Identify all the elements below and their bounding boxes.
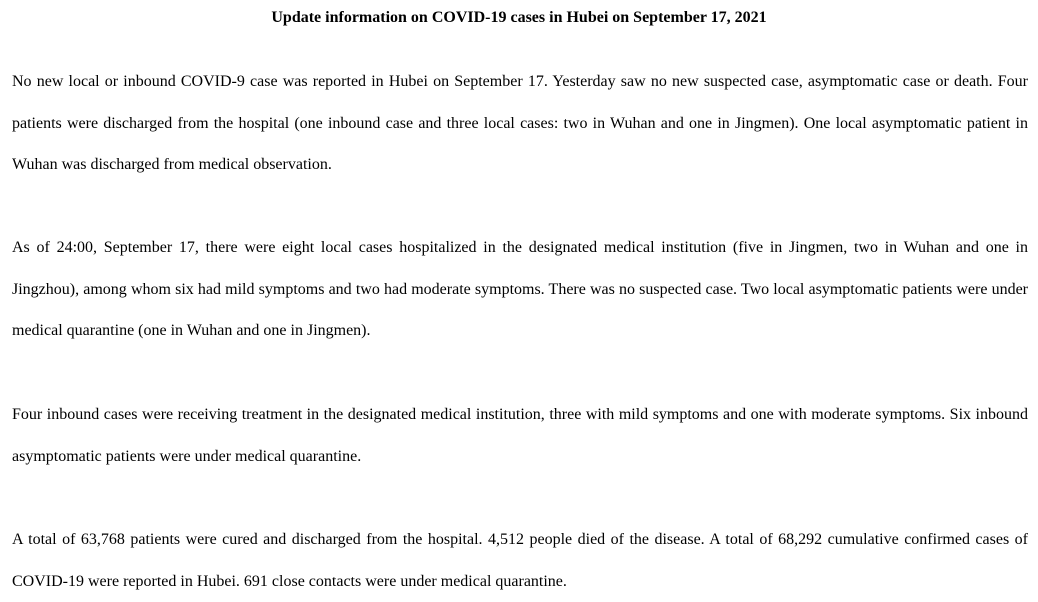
paragraph-cumulative-totals: A total of 63,768 patients were cured and discharged from the hospital. 4,512 people died of the disease. A total of 68,292 cumulative confirmed cases of COVID-19 were reported in Hubei. 691 close contacts were under medical quarantine. (12, 531, 1028, 590)
paragraph-inbound-treatment: Four inbound cases were receiving treatment in the designated medical institution, three with mild symptoms and one with moderate symptoms. Six inbound asymptomatic patients were under medical quarantine. (12, 406, 1028, 465)
document-title: Update information on COVID-19 cases in Hubei on September 17, 2021 (271, 9, 767, 26)
paragraph-new-cases: No new local or inbound COVID-9 case was reported in Hubei on September 17. Yesterday saw no new suspected case, asymptomatic case or death. Four patients were discharged from the hospital (one inbound case and three local cases: two in Wuhan and one in Jingmen). One local asymptomatic patient in Wuhan was discharged from medical observation. (12, 73, 1028, 173)
paragraph-local-hospitalized: As of 24:00, September 17, there were eight local cases hospitalized in the designated medical institution (five in Jingmen, two in Wuhan and one in Jingzhou), among whom six had mild symptoms and two had moderate symptoms. There was no suspected case. Two local asymptomatic patients were under medical quarantine (one in Wuhan and one in Jingmen). (12, 239, 1028, 339)
